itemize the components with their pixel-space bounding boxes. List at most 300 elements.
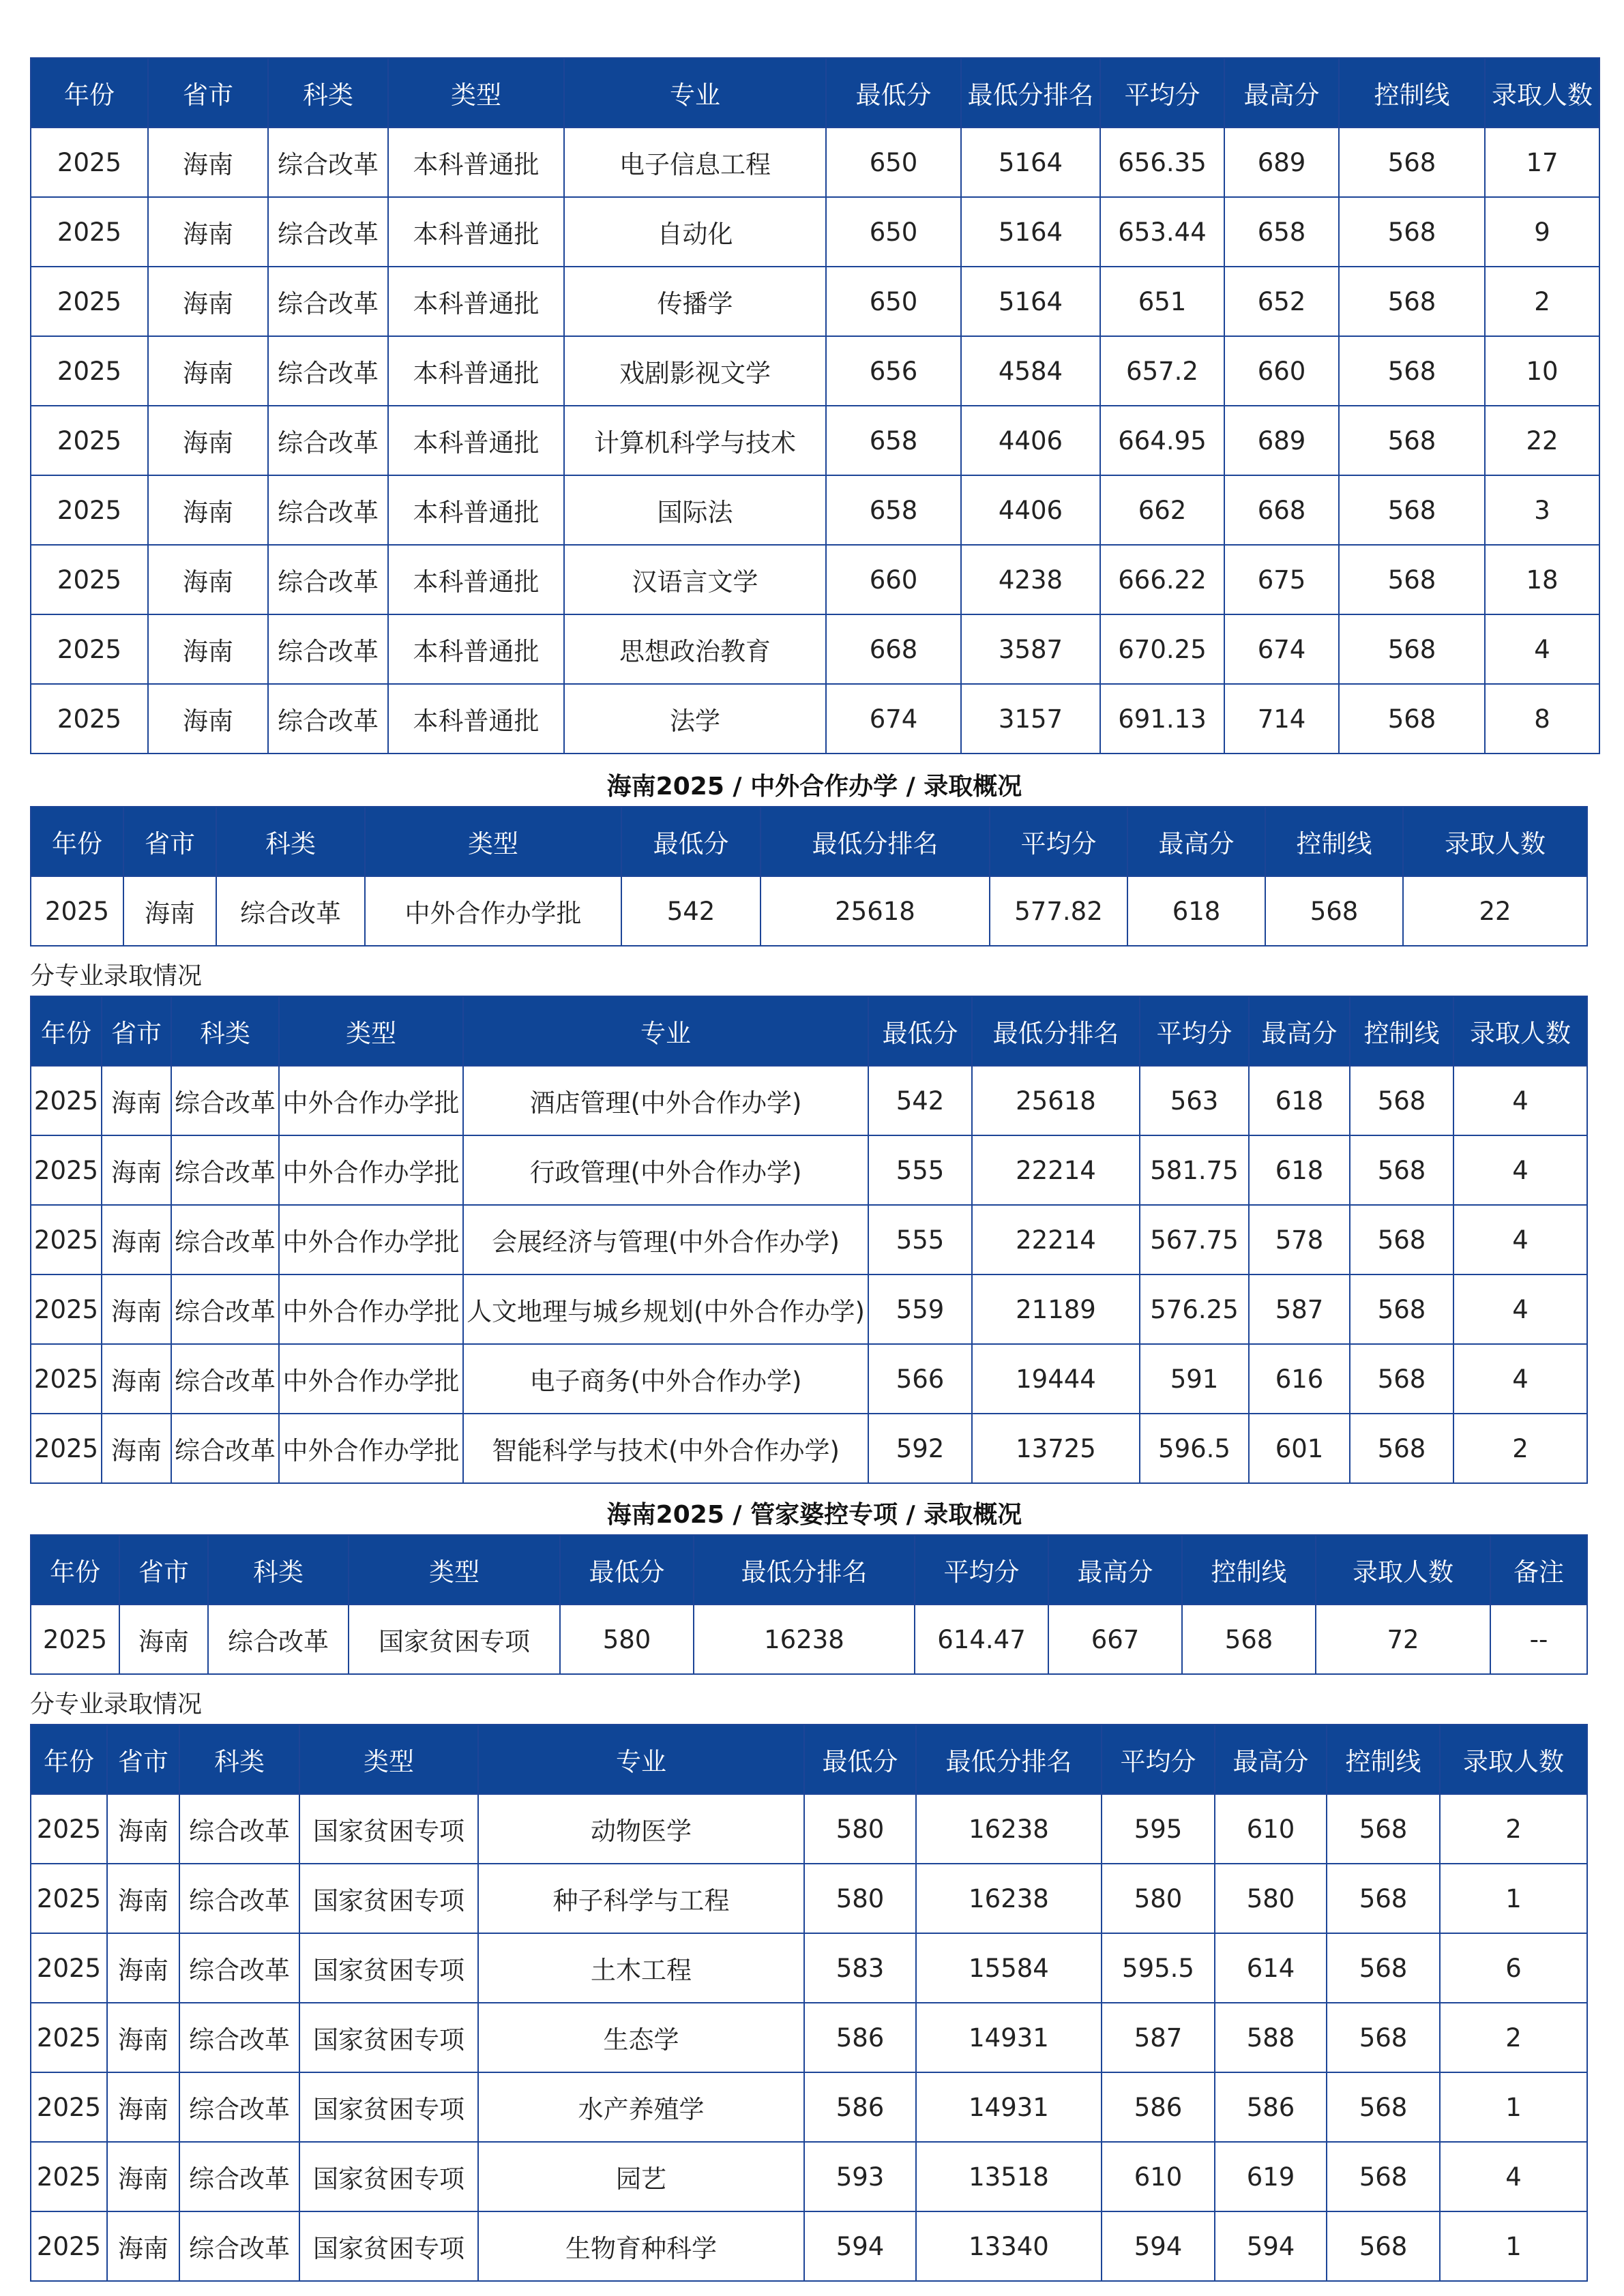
table-cell: 18	[1485, 545, 1599, 614]
table-row	[31, 1135, 1587, 1205]
table-cell: 2025	[31, 876, 123, 946]
table-cell: 综合改革	[268, 336, 388, 406]
table-cell: 综合改革	[268, 197, 388, 267]
table-cell: 592	[868, 1414, 972, 1483]
column-header: 专业	[564, 58, 826, 128]
table-row	[31, 1274, 1587, 1344]
table-cell: 2025	[31, 197, 148, 267]
table-row	[31, 475, 1599, 545]
table-cell: 本科普通批	[388, 128, 564, 197]
table-cell: 海南	[148, 128, 268, 197]
table-cell: 568	[1327, 2003, 1440, 2072]
column-header: 最高分	[1249, 996, 1350, 1066]
column-header: 类型	[299, 1725, 478, 1794]
table-cell: 国家贫困专项	[299, 1794, 478, 1864]
table-cell: 2025	[31, 1933, 107, 2003]
table-cell: 9	[1485, 197, 1599, 267]
table-cell: 22	[1403, 876, 1587, 946]
column-header: 平均分	[1100, 58, 1224, 128]
table-cell: 国家贫困专项	[299, 1864, 478, 1933]
table-cell: 4238	[961, 545, 1100, 614]
table-cell: 海南	[119, 1605, 208, 1674]
column-header: 备注	[1490, 1535, 1587, 1605]
table-cell: 689	[1224, 406, 1339, 475]
header-row	[31, 58, 1599, 128]
column-header: 年份	[31, 996, 102, 1066]
table-cell: 610	[1102, 2142, 1215, 2211]
table-cell: 中外合作办学批	[279, 1414, 463, 1483]
column-header: 省市	[123, 807, 216, 876]
table-cell: 国家贫困专项	[349, 1605, 560, 1674]
column-header: 录取人数	[1440, 1725, 1587, 1794]
table-cell: 25618	[972, 1066, 1140, 1135]
column-header: 最低分排名	[694, 1535, 915, 1605]
table-cell: 2	[1485, 267, 1599, 336]
table-cell: 652	[1224, 267, 1339, 336]
table-cell: 5164	[961, 128, 1100, 197]
table-cell: 综合改革	[171, 1066, 279, 1135]
table-cell: 658	[1224, 197, 1339, 267]
table-cell: 海南	[102, 1344, 171, 1414]
table-cell: 21189	[972, 1274, 1140, 1344]
table-row	[31, 2211, 1587, 2281]
table-cell: 601	[1249, 1414, 1350, 1483]
table-cell: 2	[1440, 1794, 1587, 1864]
table-cell: 中外合作办学批	[279, 1135, 463, 1205]
table-row	[31, 1066, 1587, 1135]
table-cell: 综合改革	[268, 684, 388, 754]
table-cell: 本科普通批	[388, 406, 564, 475]
table-cell: 22214	[972, 1205, 1140, 1274]
table-cell: 16238	[916, 1864, 1102, 1933]
table-cell: 586	[804, 2003, 916, 2072]
table-cell: 2025	[31, 1135, 102, 1205]
table-cell: 海南	[148, 475, 268, 545]
table-cell: 596.5	[1140, 1414, 1249, 1483]
column-header: 录取人数	[1403, 807, 1587, 876]
table-cell: 662	[1100, 475, 1224, 545]
table-cell: 2025	[31, 1864, 107, 1933]
table-cell: 667	[1048, 1605, 1182, 1674]
table-cell: --	[1490, 1605, 1587, 1674]
table-cell: 658	[826, 475, 961, 545]
header-row	[31, 1725, 1587, 1794]
section-subtitle-by-major-2: 分专业录取情况	[30, 1690, 203, 1718]
table-cell: 618	[1249, 1135, 1350, 1205]
column-header: 最低分排名	[961, 58, 1100, 128]
table-cell: 海南	[107, 2072, 179, 2142]
table-row	[31, 197, 1599, 267]
section-title-special-program: 海南2025 / 管家婆控专项 / 录取概况	[606, 1501, 1022, 1529]
table-cell: 650	[826, 267, 961, 336]
table-cell: 生物育种科学	[478, 2211, 804, 2281]
column-header: 科类	[268, 58, 388, 128]
table-cell: 综合改革	[268, 406, 388, 475]
column-header: 科类	[179, 1725, 299, 1794]
column-header: 年份	[31, 1535, 119, 1605]
column-header: 省市	[119, 1535, 208, 1605]
table-cell: 577.82	[990, 876, 1127, 946]
admission-table-sino-foreign-by-major	[30, 996, 1588, 1484]
table-cell: 568	[1327, 1794, 1440, 1864]
column-header: 最低分	[621, 807, 761, 876]
table-cell: 4406	[961, 406, 1100, 475]
table-cell: 综合改革	[171, 1205, 279, 1274]
table-cell: 综合改革	[268, 614, 388, 684]
table-cell: 674	[1224, 614, 1339, 684]
table-cell: 2025	[31, 684, 148, 754]
table-cell: 19444	[972, 1344, 1140, 1414]
column-header: 年份	[31, 58, 148, 128]
table-cell: 中外合作办学批	[279, 1066, 463, 1135]
table-cell: 综合改革	[179, 1794, 299, 1864]
table-cell: 2025	[31, 267, 148, 336]
table-cell: 智能科学与技术(中外合作办学)	[463, 1414, 868, 1483]
table-cell: 戏剧影视文学	[564, 336, 826, 406]
table-cell: 595.5	[1102, 1933, 1215, 2003]
table-cell: 594	[804, 2211, 916, 2281]
table-cell: 园艺	[478, 2142, 804, 2211]
table-cell: 综合改革	[179, 1864, 299, 1933]
table-cell: 4584	[961, 336, 1100, 406]
table-cell: 2025	[31, 1344, 102, 1414]
column-header: 控制线	[1265, 807, 1403, 876]
column-header: 最高分	[1048, 1535, 1182, 1605]
column-header: 科类	[208, 1535, 349, 1605]
table-cell: 616	[1249, 1344, 1350, 1414]
table-cell: 656.35	[1100, 128, 1224, 197]
table-cell: 650	[826, 128, 961, 197]
table-cell: 国家贫困专项	[299, 2072, 478, 2142]
table-row	[31, 2072, 1587, 2142]
table-cell: 电子信息工程	[564, 128, 826, 197]
column-header: 录取人数	[1453, 996, 1587, 1066]
table-row	[31, 876, 1587, 946]
table-row	[31, 406, 1599, 475]
table-cell: 2025	[31, 2072, 107, 2142]
table-cell: 568	[1327, 1864, 1440, 1933]
table-cell: 综合改革	[268, 267, 388, 336]
table-cell: 种子科学与工程	[478, 1864, 804, 1933]
table-row	[31, 1205, 1587, 1274]
table-cell: 674	[826, 684, 961, 754]
table-cell: 4	[1440, 2142, 1587, 2211]
table-cell: 行政管理(中外合作办学)	[463, 1135, 868, 1205]
column-header: 控制线	[1182, 1535, 1316, 1605]
table-cell: 综合改革	[268, 128, 388, 197]
table-cell: 国家贫困专项	[299, 1933, 478, 2003]
table-cell: 559	[868, 1274, 972, 1344]
column-header: 年份	[31, 807, 123, 876]
table-cell: 568	[1339, 684, 1485, 754]
table-cell: 660	[826, 545, 961, 614]
column-header: 最高分	[1224, 58, 1339, 128]
column-header: 科类	[171, 996, 279, 1066]
table-cell: 海南	[148, 267, 268, 336]
table-cell: 13340	[916, 2211, 1102, 2281]
table-cell: 568	[1339, 475, 1485, 545]
column-header: 控制线	[1350, 996, 1453, 1066]
table-cell: 海南	[102, 1066, 171, 1135]
table-row	[31, 1605, 1587, 1674]
table-cell: 675	[1224, 545, 1339, 614]
table-cell: 660	[1224, 336, 1339, 406]
column-header: 最低分排名	[972, 996, 1140, 1066]
table-cell: 563	[1140, 1066, 1249, 1135]
table-cell: 13725	[972, 1414, 1140, 1483]
table-cell: 海南	[107, 2003, 179, 2072]
table-cell: 海南	[148, 336, 268, 406]
column-header: 类型	[388, 58, 564, 128]
table-cell: 22214	[972, 1135, 1140, 1205]
column-header: 专业	[463, 996, 868, 1066]
table-cell: 578	[1249, 1205, 1350, 1274]
table-cell: 1	[1440, 2072, 1587, 2142]
table-cell: 海南	[107, 1794, 179, 1864]
column-header: 平均分	[1140, 996, 1249, 1066]
table-cell: 综合改革	[179, 2211, 299, 2281]
table-cell: 651	[1100, 267, 1224, 336]
table-cell: 海南	[107, 2211, 179, 2281]
table-cell: 生态学	[478, 2003, 804, 2072]
table-cell: 2025	[31, 1414, 102, 1483]
table-row	[31, 684, 1599, 754]
column-header: 最低分	[804, 1725, 916, 1794]
column-header: 平均分	[1102, 1725, 1215, 1794]
table-cell: 3157	[961, 684, 1100, 754]
column-header: 最低分	[868, 996, 972, 1066]
table-cell: 6	[1440, 1933, 1587, 2003]
table-cell: 586	[804, 2072, 916, 2142]
table-cell: 4	[1485, 614, 1599, 684]
table-cell: 国际法	[564, 475, 826, 545]
table-cell: 法学	[564, 684, 826, 754]
table-cell: 4406	[961, 475, 1100, 545]
table-cell: 658	[826, 406, 961, 475]
column-header: 最高分	[1215, 1725, 1327, 1794]
table-cell: 594	[1102, 2211, 1215, 2281]
table-cell: 16238	[916, 1794, 1102, 1864]
table-cell: 618	[1127, 876, 1265, 946]
column-header: 平均分	[915, 1535, 1048, 1605]
table-row	[31, 614, 1599, 684]
table-row	[31, 1794, 1587, 1864]
table-cell: 海南	[107, 1933, 179, 2003]
table-cell: 568	[1350, 1135, 1453, 1205]
table-cell: 2025	[31, 1794, 107, 1864]
table-cell: 综合改革	[171, 1135, 279, 1205]
table-cell: 653.44	[1100, 197, 1224, 267]
table-cell: 580	[1102, 1864, 1215, 1933]
column-header: 录取人数	[1316, 1535, 1490, 1605]
table-cell: 2025	[31, 128, 148, 197]
table-row	[31, 1933, 1587, 2003]
table-cell: 580	[804, 1794, 916, 1864]
table-cell: 689	[1224, 128, 1339, 197]
table-cell: 2025	[31, 1205, 102, 1274]
table-cell: 2025	[31, 406, 148, 475]
column-header: 专业	[478, 1725, 804, 1794]
table-cell: 2	[1440, 2003, 1587, 2072]
table-cell: 542	[621, 876, 761, 946]
admission-table-special-summary	[30, 1534, 1588, 1675]
table-cell: 2025	[31, 1066, 102, 1135]
table-cell: 汉语言文学	[564, 545, 826, 614]
header-row	[31, 996, 1587, 1066]
table-cell: 14931	[916, 2072, 1102, 2142]
table-cell: 动物医学	[478, 1794, 804, 1864]
table-cell: 本科普通批	[388, 475, 564, 545]
table-cell: 中外合作办学批	[279, 1274, 463, 1344]
table-cell: 15584	[916, 1933, 1102, 2003]
table-cell: 594	[1215, 2211, 1327, 2281]
table-cell: 668	[1224, 475, 1339, 545]
table-cell: 海南	[148, 545, 268, 614]
table-cell: 2	[1453, 1414, 1587, 1483]
table-row	[31, 267, 1599, 336]
table-cell: 会展经济与管理(中外合作办学)	[463, 1205, 868, 1274]
table-cell: 568	[1350, 1274, 1453, 1344]
admission-table-sino-foreign-summary	[30, 806, 1588, 946]
table-row	[31, 1864, 1587, 1933]
table-cell: 自动化	[564, 197, 826, 267]
column-header: 控制线	[1339, 58, 1485, 128]
table-cell: 本科普通批	[388, 545, 564, 614]
table-cell: 4	[1453, 1066, 1587, 1135]
table-cell: 综合改革	[171, 1274, 279, 1344]
table-cell: 542	[868, 1066, 972, 1135]
table-cell: 650	[826, 197, 961, 267]
table-cell: 2025	[31, 475, 148, 545]
table-cell: 综合改革	[179, 1933, 299, 2003]
table-cell: 580	[560, 1605, 694, 1674]
table-cell: 中外合作办学批	[279, 1205, 463, 1274]
column-header: 年份	[31, 1725, 107, 1794]
table-cell: 海南	[107, 2142, 179, 2211]
column-header: 类型	[365, 807, 621, 876]
table-cell: 2025	[31, 2142, 107, 2211]
table-cell: 668	[826, 614, 961, 684]
column-header: 类型	[279, 996, 463, 1066]
table-cell: 1	[1440, 1864, 1587, 1933]
table-cell: 本科普通批	[388, 267, 564, 336]
table-cell: 591	[1140, 1344, 1249, 1414]
table-cell: 568	[1327, 1933, 1440, 2003]
table-cell: 本科普通批	[388, 614, 564, 684]
table-cell: 568	[1327, 2211, 1440, 2281]
table-cell: 568	[1350, 1205, 1453, 1274]
table-cell: 海南	[148, 614, 268, 684]
column-header: 最低分排名	[761, 807, 990, 876]
column-header: 最高分	[1127, 807, 1265, 876]
section-subtitle-by-major: 分专业录取情况	[30, 962, 203, 990]
table-cell: 568	[1182, 1605, 1316, 1674]
table-cell: 22	[1485, 406, 1599, 475]
table-row	[31, 1414, 1587, 1483]
table-cell: 2025	[31, 2211, 107, 2281]
table-cell: 593	[804, 2142, 916, 2211]
table-cell: 海南	[148, 406, 268, 475]
table-cell: 5164	[961, 197, 1100, 267]
table-cell: 人文地理与城乡规划(中外合作办学)	[463, 1274, 868, 1344]
table-cell: 586	[1102, 2072, 1215, 2142]
table-cell: 4	[1453, 1344, 1587, 1414]
column-header: 最低分排名	[916, 1725, 1102, 1794]
table-cell: 568	[1339, 128, 1485, 197]
table-cell: 72	[1316, 1605, 1490, 1674]
table-cell: 本科普通批	[388, 684, 564, 754]
table-cell: 电子商务(中外合作办学)	[463, 1344, 868, 1414]
table-cell: 568	[1327, 2072, 1440, 2142]
table-cell: 664.95	[1100, 406, 1224, 475]
table-cell: 8	[1485, 684, 1599, 754]
table-cell: 传播学	[564, 267, 826, 336]
table-cell: 综合改革	[179, 2142, 299, 2211]
table-row	[31, 1344, 1587, 1414]
table-cell: 海南	[107, 1864, 179, 1933]
table-cell: 综合改革	[171, 1414, 279, 1483]
table-cell: 657.2	[1100, 336, 1224, 406]
table-cell: 588	[1215, 2003, 1327, 2072]
table-cell: 2025	[31, 545, 148, 614]
table-cell: 581.75	[1140, 1135, 1249, 1205]
admission-table-special-by-major	[30, 1724, 1588, 2282]
table-cell: 2025	[31, 336, 148, 406]
table-cell: 综合改革	[268, 475, 388, 545]
table-cell: 568	[1350, 1414, 1453, 1483]
table-cell: 567.75	[1140, 1205, 1249, 1274]
table-cell: 中外合作办学批	[279, 1344, 463, 1414]
admission-table-major-regular	[30, 57, 1600, 754]
table-cell: 691.13	[1100, 684, 1224, 754]
table-cell: 海南	[102, 1274, 171, 1344]
table-cell: 587	[1102, 2003, 1215, 2072]
table-cell: 10	[1485, 336, 1599, 406]
table-cell: 555	[868, 1135, 972, 1205]
section-title-sino-foreign: 海南2025 / 中外合作办学 / 录取概况	[606, 773, 1022, 801]
table-cell: 5164	[961, 267, 1100, 336]
table-cell: 国家贫困专项	[299, 2142, 478, 2211]
table-cell: 580	[804, 1864, 916, 1933]
table-cell: 25618	[761, 876, 990, 946]
table-cell: 海南	[148, 684, 268, 754]
table-cell: 586	[1215, 2072, 1327, 2142]
column-header: 省市	[148, 58, 268, 128]
table-cell: 2025	[31, 1605, 119, 1674]
table-cell: 583	[804, 1933, 916, 2003]
table-cell: 酒店管理(中外合作办学)	[463, 1066, 868, 1135]
table-cell: 本科普通批	[388, 197, 564, 267]
column-header: 最低分	[826, 58, 961, 128]
table-cell: 568	[1339, 545, 1485, 614]
table-cell: 综合改革	[179, 2003, 299, 2072]
table-cell: 656	[826, 336, 961, 406]
table-row	[31, 128, 1599, 197]
table-cell: 综合改革	[268, 545, 388, 614]
table-cell: 568	[1339, 267, 1485, 336]
table-cell: 610	[1215, 1794, 1327, 1864]
table-cell: 综合改革	[216, 876, 365, 946]
table-cell: 17	[1485, 128, 1599, 197]
table-cell: 水产养殖学	[478, 2072, 804, 2142]
table-cell: 614	[1215, 1933, 1327, 2003]
table-cell: 本科普通批	[388, 336, 564, 406]
table-cell: 595	[1102, 1794, 1215, 1864]
table-cell: 综合改革	[179, 2072, 299, 2142]
table-row	[31, 545, 1599, 614]
table-cell: 566	[868, 1344, 972, 1414]
header-row	[31, 1535, 1587, 1605]
